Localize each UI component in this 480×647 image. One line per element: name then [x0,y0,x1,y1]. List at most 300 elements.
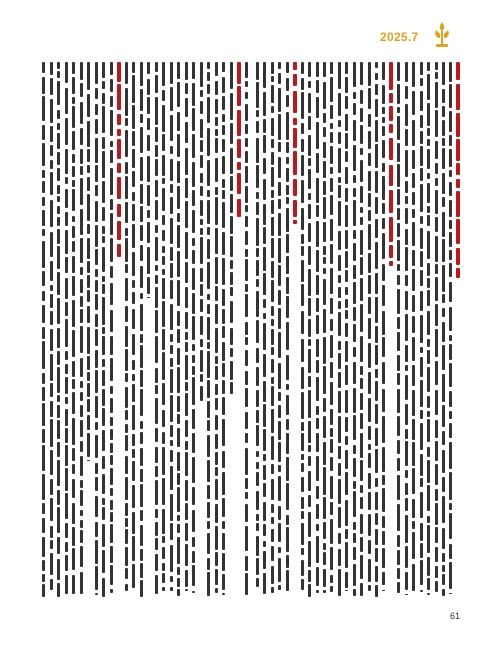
word-stroke [50,62,53,75]
word-stroke [200,228,203,235]
word-stroke [140,580,143,596]
word-stroke [338,275,341,283]
word-stroke [222,179,225,188]
word-stroke [125,518,128,527]
word-stroke [442,62,445,85]
word-stroke [192,190,195,206]
word-stroke [397,264,400,271]
word-stroke [353,324,356,342]
word-stroke [338,569,341,596]
word-stroke [442,89,445,103]
word-stroke [442,173,445,194]
word-stroke [222,593,225,595]
word-stroke [222,472,225,495]
word-stroke [95,396,98,417]
word-stroke [278,290,281,304]
word-stroke [102,456,105,469]
word-stroke [263,573,266,593]
word-stroke [207,160,210,186]
word-stroke [316,221,319,247]
word-stroke [308,223,311,243]
word-stroke [170,345,173,354]
word-stroke [420,91,423,112]
word-stroke [162,269,165,275]
text-line [427,62,430,598]
word-stroke [80,572,83,594]
word-stroke [207,558,210,570]
word-stroke [256,472,259,487]
word-stroke [215,588,218,593]
word-stroke [360,207,363,214]
word-stroke [102,151,105,178]
word-stroke [237,162,241,170]
word-stroke [222,533,225,550]
word-stroke [286,483,289,510]
text-line [170,62,173,598]
word-stroke [140,114,143,122]
word-stroke [293,91,297,113]
word-stroke [162,155,165,175]
word-stroke [375,345,378,364]
page-number: 61 [450,611,461,621]
word-stroke [368,210,371,220]
word-stroke [102,297,105,325]
word-stroke [245,492,248,500]
word-stroke [215,304,218,324]
word-stroke [382,311,385,334]
word-stroke [200,374,203,381]
text-line [405,62,408,598]
word-stroke [110,358,113,381]
word-stroke [435,441,438,461]
word-stroke [375,171,378,194]
word-stroke [286,527,289,552]
word-stroke [245,371,248,385]
word-stroke [263,273,266,294]
word-stroke [360,537,363,552]
word-stroke [177,251,180,277]
word-stroke [110,336,113,355]
word-stroke [293,118,297,126]
word-stroke [72,276,75,296]
word-stroke [449,593,452,594]
word-stroke [449,307,452,331]
text-line [435,62,438,598]
word-stroke [308,570,311,582]
word-stroke [368,224,371,250]
word-stroke [301,155,304,176]
word-stroke [185,441,188,450]
word-stroke [360,160,363,183]
word-stroke [192,134,195,158]
word-stroke [435,489,438,501]
word-stroke [256,121,259,134]
word-stroke [397,275,400,285]
text-line [132,62,135,598]
word-stroke [200,284,203,295]
word-stroke [405,129,408,145]
word-stroke [397,504,400,530]
word-stroke [256,491,259,510]
word-stroke [80,267,83,275]
word-stroke [323,62,326,77]
word-stroke [360,186,363,203]
word-stroke [353,522,356,531]
word-stroke [222,397,225,416]
word-stroke [316,122,319,149]
word-stroke [316,298,319,312]
word-stroke [301,454,304,460]
word-stroke [245,337,248,344]
word-stroke [80,480,83,488]
word-stroke [132,309,135,329]
word-stroke [72,527,75,546]
word-stroke [147,277,150,294]
word-stroke [338,148,341,173]
word-stroke [140,510,143,521]
word-stroke [132,171,135,186]
word-stroke [368,193,371,207]
word-stroke [80,238,83,263]
word-stroke [102,247,105,272]
word-stroke [192,83,195,106]
word-stroke [222,96,225,110]
word-stroke [338,120,341,127]
word-stroke [207,401,210,418]
word-stroke [80,128,83,146]
word-stroke [435,304,438,326]
word-stroke [170,304,173,330]
word-stroke [449,472,452,500]
word-stroke [117,204,121,218]
word-stroke [50,540,53,549]
word-stroke [256,110,259,117]
word-stroke [42,77,45,94]
word-stroke [338,301,341,309]
word-stroke [237,62,241,84]
word-stroke [50,261,53,281]
word-stroke [200,186,203,195]
word-stroke [87,224,90,233]
word-stroke [110,266,113,278]
word-stroke [301,579,304,591]
word-stroke [435,566,438,578]
word-stroke [427,231,430,259]
word-stroke [162,134,165,150]
word-stroke [177,329,180,343]
text-line [200,62,203,598]
word-stroke [435,277,438,302]
text-line [345,62,348,598]
word-stroke [207,239,210,260]
word-stroke [353,491,356,517]
word-stroke [405,196,408,204]
word-stroke [368,453,371,468]
word-stroke [132,252,135,276]
word-stroke [110,512,113,522]
word-stroke [102,408,105,426]
word-stroke [140,225,143,242]
word-stroke [420,357,423,377]
text-line [449,62,452,598]
word-stroke [87,94,90,117]
word-stroke [147,97,150,113]
word-stroke [207,502,210,519]
word-stroke [435,390,438,415]
word-stroke [132,292,135,304]
word-stroke [57,507,60,533]
word-stroke [140,334,143,343]
word-stroke [330,123,333,129]
word-stroke [177,515,180,521]
word-stroke [110,168,113,196]
word-stroke [330,457,333,471]
word-stroke [80,358,83,378]
word-stroke [110,455,113,465]
word-stroke [397,550,400,565]
word-stroke [278,465,281,472]
word-stroke [42,574,45,582]
word-stroke [147,118,150,130]
word-stroke [456,113,460,137]
word-stroke [72,464,75,474]
word-stroke [125,584,128,591]
word-stroke [368,514,371,536]
word-stroke [207,72,210,81]
word-stroke [65,493,68,519]
word-stroke [102,430,105,451]
word-stroke [125,456,128,474]
word-stroke [50,450,53,475]
word-stroke [87,261,90,272]
word-stroke [200,268,203,282]
word-stroke [177,487,180,512]
word-stroke [185,98,188,117]
word-stroke [230,93,233,121]
word-stroke [125,529,128,544]
word-stroke [375,513,378,525]
word-stroke [57,71,60,77]
word-stroke [230,123,233,144]
word-stroke [420,454,423,476]
word-stroke [42,143,45,166]
word-stroke [330,502,333,515]
word-stroke [278,308,281,329]
word-stroke [360,217,363,225]
word-stroke [427,74,430,100]
word-stroke [192,250,195,264]
word-stroke [237,86,241,106]
word-stroke [192,551,195,563]
word-stroke [397,240,400,261]
word-stroke [50,232,53,257]
word-stroke [278,506,281,520]
word-stroke [382,203,385,214]
word-stroke [263,299,266,308]
word-stroke [449,282,452,302]
word-stroke [230,194,233,213]
word-stroke [316,315,319,334]
word-stroke [360,230,363,255]
word-stroke [72,479,75,499]
word-stroke [222,521,225,530]
issue-number: 2025.7 [380,30,419,44]
word-stroke [50,99,53,123]
word-stroke [338,177,341,183]
word-stroke [420,380,423,407]
word-stroke [435,236,438,262]
word-stroke [435,464,438,485]
word-stroke [271,152,274,165]
text-line [263,62,266,598]
word-stroke [449,411,452,419]
word-stroke [222,289,225,305]
word-stroke [42,560,45,571]
word-stroke [185,452,188,475]
word-stroke [57,537,60,554]
word-stroke [42,327,45,339]
word-stroke [375,492,378,510]
word-stroke [170,450,173,462]
word-stroke [412,419,415,439]
word-stroke [57,185,60,194]
word-stroke [449,263,452,277]
word-stroke [50,78,53,95]
word-stroke [375,120,378,142]
word-stroke [405,498,408,511]
word-stroke [382,233,385,259]
word-stroke [207,128,210,156]
word-stroke [110,141,113,147]
word-stroke [368,62,371,86]
word-stroke [420,590,423,592]
word-stroke [308,298,311,316]
word-stroke [286,185,289,195]
text-line [117,62,120,598]
word-stroke [110,110,113,136]
word-stroke [132,434,135,446]
word-stroke [192,210,195,233]
word-stroke [308,339,311,346]
word-stroke [80,420,83,437]
word-stroke [368,88,371,109]
word-stroke [353,188,356,197]
word-stroke [256,558,259,575]
word-stroke [435,361,438,385]
word-stroke [215,158,218,183]
word-stroke [65,364,68,374]
word-stroke [177,396,180,413]
word-stroke [316,250,319,272]
word-stroke [427,460,430,483]
word-stroke [449,111,452,133]
text-line [286,62,289,598]
word-stroke [301,208,304,230]
word-stroke [271,546,274,561]
word-stroke [375,478,378,488]
word-stroke [80,178,83,204]
word-stroke [140,469,143,481]
word-stroke [170,218,173,244]
word-stroke [80,405,83,418]
word-stroke [278,523,281,543]
word-stroke [271,106,274,114]
word-stroke [456,191,460,217]
word-stroke [353,230,356,239]
word-stroke [435,420,438,439]
word-stroke [323,181,326,194]
word-stroke [308,584,311,597]
word-stroke [323,552,326,564]
word-stroke [117,129,121,136]
word-stroke [368,492,371,511]
word-stroke [442,197,445,207]
word-stroke [435,62,438,70]
word-stroke [245,526,248,551]
word-stroke [65,319,68,347]
word-stroke [338,372,341,388]
word-stroke [192,409,195,429]
word-stroke [330,167,333,174]
word-stroke [110,589,113,593]
word-stroke [177,213,180,222]
word-stroke [330,195,333,215]
word-stroke [405,429,408,439]
word-stroke [125,435,128,450]
word-stroke [427,419,430,442]
text-line [382,62,385,598]
word-stroke [353,103,356,115]
word-stroke [72,189,75,211]
word-stroke [80,456,83,477]
text-line [457,62,460,598]
word-stroke [50,479,53,495]
word-stroke [72,226,75,238]
word-stroke [95,119,98,134]
word-stroke [263,524,266,536]
word-stroke [132,192,135,202]
word-stroke [382,389,385,412]
word-stroke [263,179,266,200]
word-stroke [50,126,53,142]
word-stroke [95,314,98,327]
word-stroke [405,441,408,466]
word-stroke [375,99,378,117]
word-stroke [286,234,289,253]
word-stroke [162,90,165,101]
word-stroke [102,276,105,282]
word-stroke [230,148,233,173]
word-stroke [278,157,281,178]
word-stroke [271,347,274,355]
word-stroke [110,524,113,543]
word-stroke [271,436,274,460]
word-stroke [95,138,98,163]
word-stroke [330,319,333,332]
word-stroke [102,236,105,242]
word-stroke [245,186,248,202]
word-stroke [57,152,60,166]
word-stroke [200,62,203,87]
word-stroke [316,178,319,203]
word-stroke [353,282,356,304]
word-stroke [162,587,165,590]
word-stroke [72,379,75,390]
word-stroke [442,265,445,291]
word-stroke [170,523,173,540]
word-stroke [330,575,333,583]
word-stroke [72,180,75,187]
